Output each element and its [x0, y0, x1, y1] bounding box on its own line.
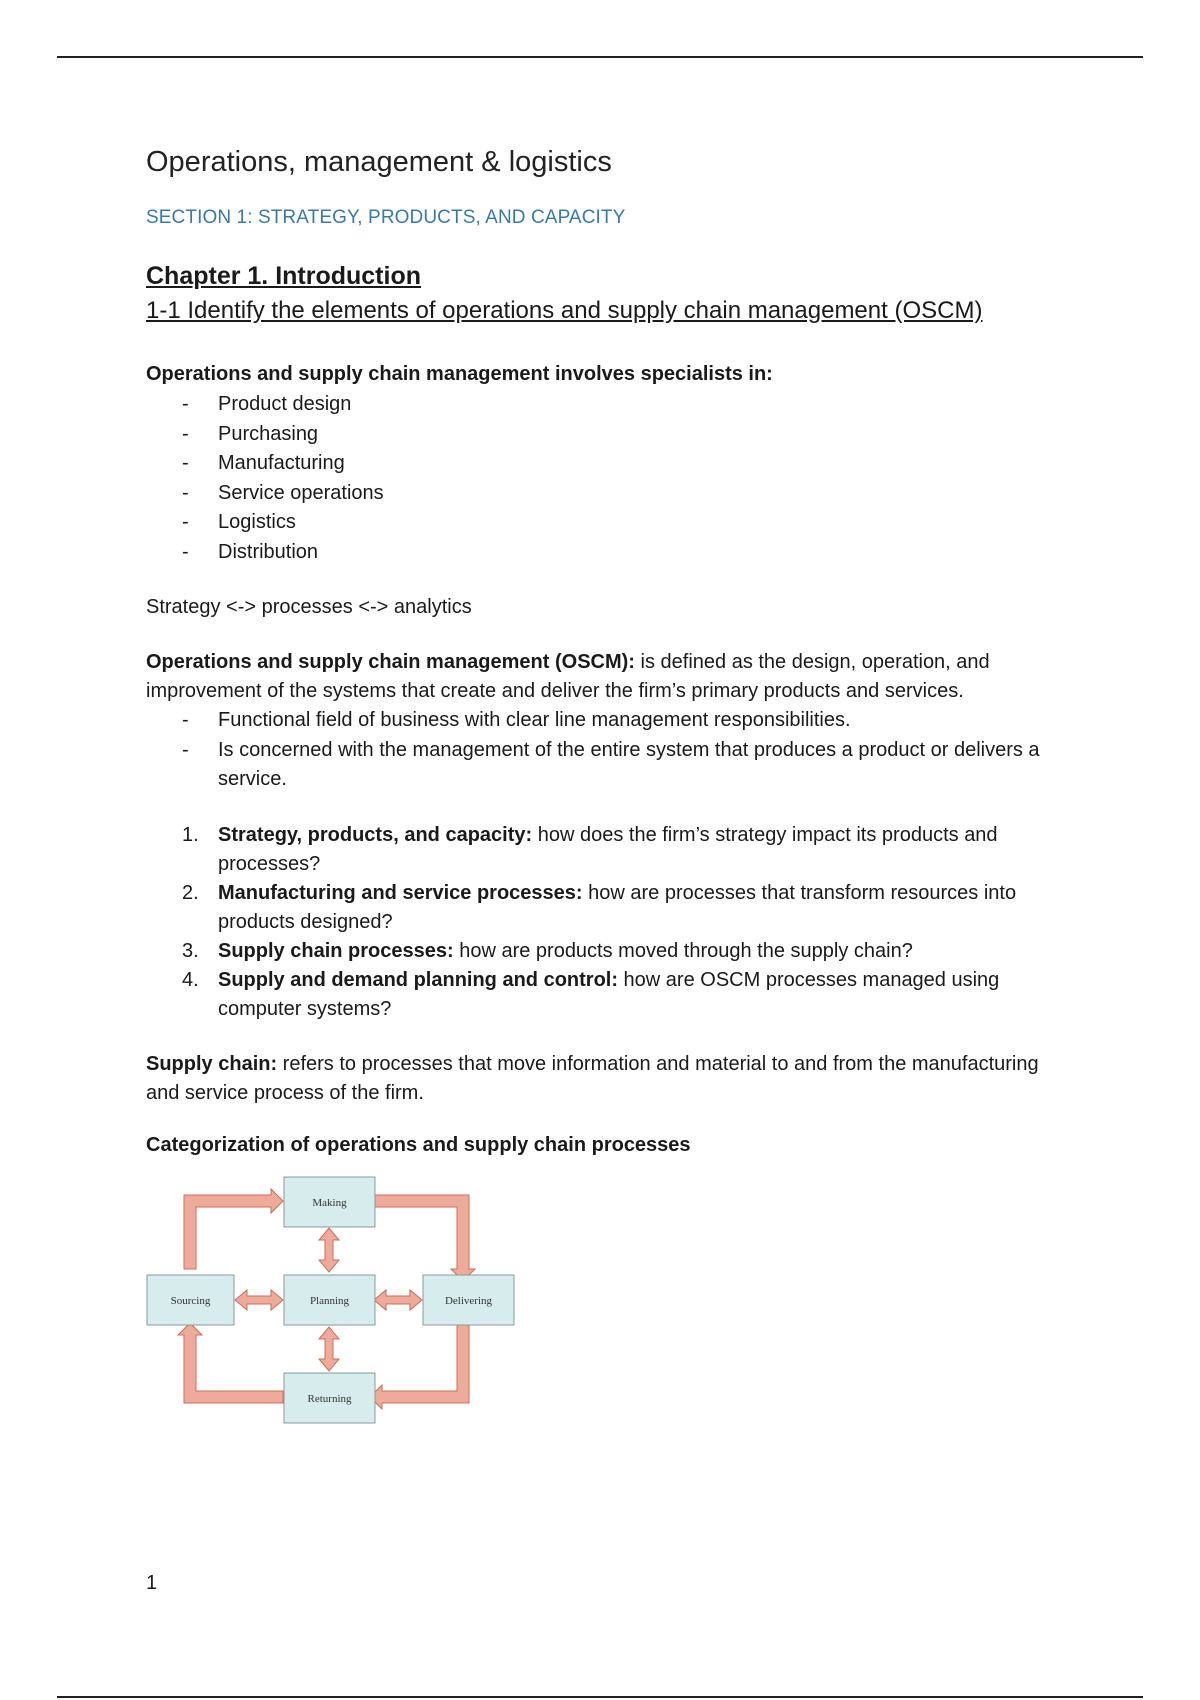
list-item: 4. Supply and demand planning and control: how are OSCM processes managed using computer systems? — [182, 968, 1000, 1020]
numbered-list — [146, 821, 1076, 1024]
svg-text:Making: Making — [312, 1196, 347, 1209]
process-diagram — [146, 1173, 526, 1435]
svg-text:Returning: Returning — [307, 1392, 352, 1405]
footer-rule — [57, 1696, 1143, 1698]
oscm-bullets — [146, 706, 1076, 795]
list-item: - Is concerned with the management of the entire system that produces a product or delivers a service. — [146, 736, 1076, 795]
list-item: - Logistics — [146, 508, 1076, 538]
list-item: 3. Supply chain processes: how are products moved through the supply chain? — [182, 939, 913, 962]
page-number: 1 — [146, 1572, 158, 1594]
arrow-making-planning — [319, 1228, 339, 1272]
arrow-planning-returning — [319, 1327, 339, 1371]
svg-text:Delivering: Delivering — [444, 1294, 493, 1307]
box-returning — [284, 1373, 375, 1423]
specialists-heading: Operations and supply chain management involves specialists in: — [146, 363, 773, 385]
oscm-term: Operations and supply chain management (OSCM): — [146, 651, 635, 673]
specialists-list — [146, 390, 1076, 567]
chapter-heading: Chapter 1. Introduction — [146, 262, 421, 290]
box-delivering — [423, 1275, 514, 1325]
svg-text:Sourcing: Sourcing — [170, 1294, 211, 1307]
list-item: 2. Manufacturing and service processes: how are processes that transform resources into products designed? — [182, 881, 1017, 933]
list-item: - Functional field of business with clear line management responsibilities. — [146, 706, 1076, 736]
arrow-making-to-delivering — [372, 1195, 475, 1281]
list-item: - Manufacturing — [146, 449, 1076, 479]
document-title: Operations, management & logistics — [146, 146, 612, 178]
list-item: - Service operations — [146, 479, 1076, 509]
list-item: - Purchasing — [146, 420, 1076, 450]
strategy-line: Strategy <-> processes <-> analytics — [146, 596, 472, 618]
arrow-sourcing-planning — [235, 1290, 283, 1310]
arrow-returning-to-sourcing — [178, 1323, 283, 1403]
list-item: - Product design — [146, 390, 1076, 420]
page-content — [146, 146, 1076, 1440]
svg-text:Planning: Planning — [309, 1294, 350, 1307]
oscm-definition-text: is defined as the design, operation, and improvement of the systems that create and deliver the firm’s primary products and services. — [146, 651, 990, 702]
arrow-sourcing-to-making — [184, 1189, 283, 1269]
supply-chain-term: Supply chain: — [146, 1052, 278, 1075]
box-planning — [284, 1275, 375, 1325]
supply-chain-definition: Supply chain: refers to processes that move information and material to and from the manufacturing and service process of the firm. — [146, 1052, 1039, 1104]
subchapter-heading: 1-1 Identify the elements of operations and supply chain management (OSCM) — [146, 297, 983, 324]
oscm-definition — [146, 648, 1076, 706]
box-sourcing — [147, 1275, 234, 1325]
list-item: 1. Strategy, products, and capacity: how does the firm’s strategy impact its products and processes? — [182, 823, 998, 875]
header-rule — [57, 56, 1143, 58]
section-heading: SECTION 1: STRATEGY, PRODUCTS, AND CAPACITY — [146, 207, 626, 228]
categorization-heading: Categorization of operations and supply chain processes — [146, 1133, 691, 1156]
arrow-delivering-to-returning — [370, 1323, 469, 1409]
box-making — [284, 1177, 375, 1227]
list-item: - Distribution — [146, 538, 1076, 568]
arrow-planning-delivering — [374, 1290, 422, 1310]
